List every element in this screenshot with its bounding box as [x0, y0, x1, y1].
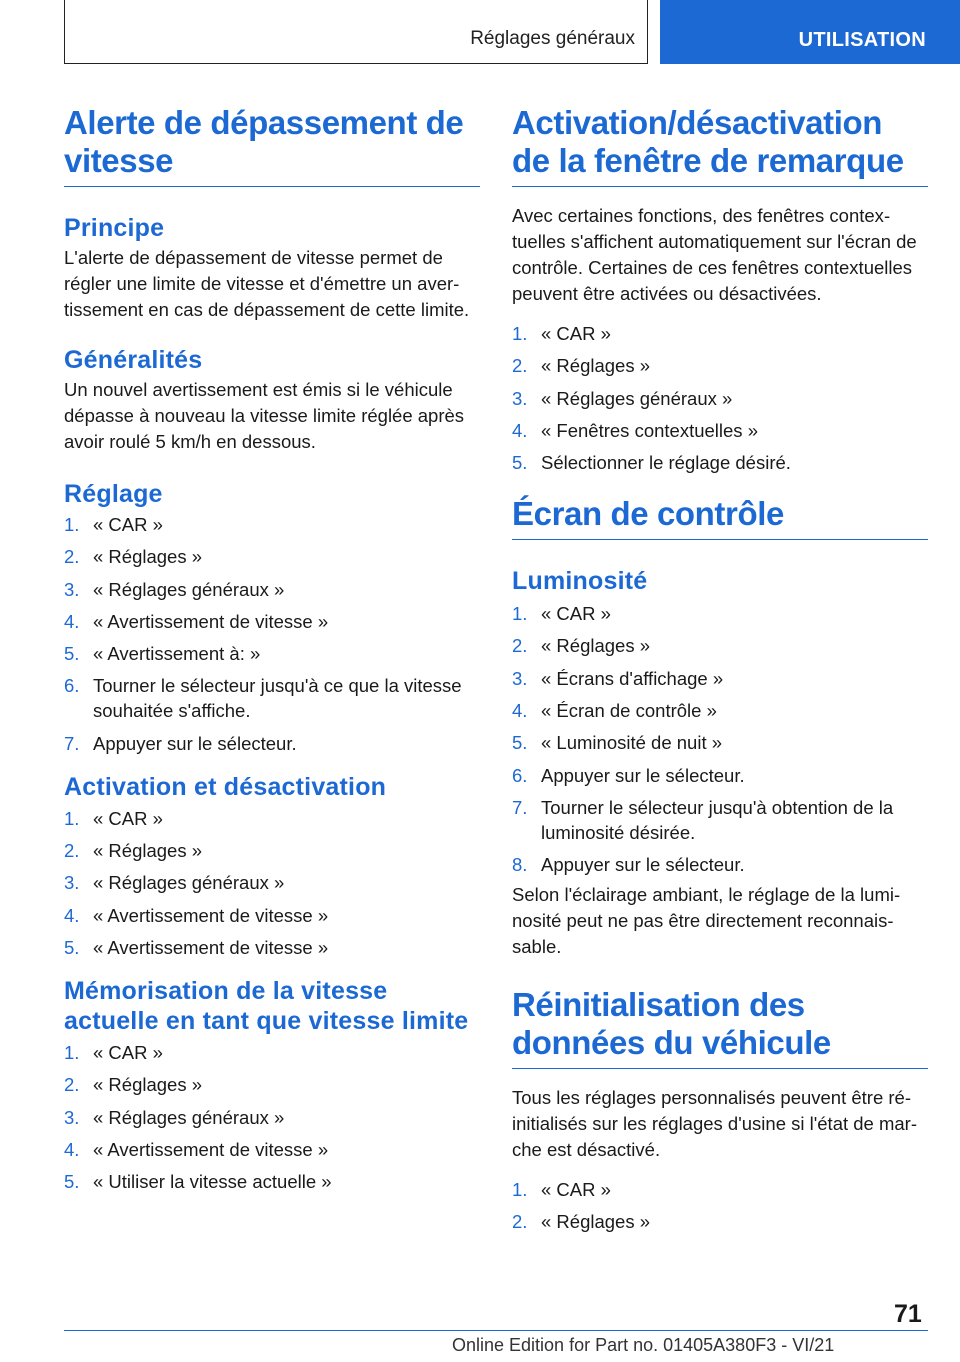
step-text: « Luminosité de nuit » — [541, 732, 723, 754]
step-text: « Avertissement de vitesse » — [93, 1138, 329, 1160]
step-number: 5. — [512, 452, 528, 474]
step-number: 3. — [64, 1106, 80, 1128]
list-item — [64, 1169, 480, 1194]
step-number: 2. — [512, 635, 528, 657]
list-item — [64, 731, 480, 756]
step-text: Tourner le sélecteur jusqu'à obtention de la luminosité désirée. — [541, 796, 894, 843]
list-item — [512, 386, 928, 411]
step-number: 3. — [512, 667, 528, 689]
generalites-text: Un nouvel avertissement est émis si le véhicule dépasse à nouveau la vitesse limite réglée après avoir roulé 5 km/h en dessous. — [64, 379, 465, 452]
step-number: 1. — [64, 1041, 80, 1063]
step-text: « CAR » — [541, 1178, 611, 1200]
list-item — [64, 806, 480, 831]
header-section-box — [64, 0, 648, 64]
step-text: « CAR » — [93, 514, 163, 535]
step-number: 5. — [64, 1171, 80, 1193]
memorisation-heading: Mémorisation de la vitesse actuelle en tant que vitesse limite — [64, 976, 469, 1035]
list-item — [512, 633, 928, 658]
list-item — [64, 544, 480, 569]
list-item — [64, 1072, 480, 1097]
step-text: « Fenêtres contextuelles » — [541, 419, 758, 441]
step-text: « Réglages généraux » — [93, 578, 285, 600]
step-text: « Avertissement de vitesse » — [93, 936, 329, 958]
activation-steps — [64, 806, 480, 960]
list-item — [512, 795, 928, 845]
step-text: « CAR » — [93, 807, 163, 829]
step-number: 4. — [512, 700, 528, 722]
step-number: 2. — [64, 546, 80, 568]
step-number: 2. — [64, 1074, 80, 1096]
step-text: « Réglages » — [93, 1074, 203, 1096]
list-item — [512, 1177, 928, 1202]
list-item — [64, 935, 480, 960]
list-item — [64, 1040, 480, 1065]
step-number: 2. — [512, 1210, 528, 1232]
list-item — [64, 609, 480, 634]
step-text: « Réglages » — [541, 635, 651, 657]
right-column — [512, 104, 928, 1241]
list-item — [64, 512, 480, 537]
step-text: « Réglages généraux » — [541, 387, 733, 409]
step-number: 3. — [512, 387, 528, 409]
step-text: « Réglages généraux » — [93, 1106, 285, 1128]
popup-window-text: Avec certaines fonctions, des fenêtres contextuelles s'affichent automatiquement sur l'écran de contrôle. Certaines de ces fenêtres contextuelles peuvent être activées ou désactivées. — [512, 205, 917, 304]
list-item — [512, 763, 928, 788]
list-item — [512, 353, 928, 378]
list-item — [512, 666, 928, 691]
step-text: « Avertissement de vitesse » — [93, 610, 329, 632]
principe-text: L'alerte de dépassement de vitesse permet de régler une limite de vitesse et d'émettre un avertissement en cas de dépassement de cette limite. — [64, 247, 470, 320]
step-number: 5. — [64, 643, 80, 665]
footer-divider — [64, 1330, 928, 1331]
vehicle-reset-title: Réinitialisation des données du véhicule — [512, 986, 928, 1069]
list-item — [64, 673, 480, 723]
step-number: 8. — [512, 854, 528, 876]
list-item — [64, 577, 480, 602]
list-item — [512, 450, 928, 475]
control-display-title: Écran de contrôle — [512, 495, 928, 540]
step-text: « CAR » — [541, 603, 611, 625]
step-number: 1. — [64, 514, 80, 535]
step-number: 2. — [512, 355, 528, 377]
step-number: 3. — [64, 872, 80, 894]
popup-window-title: Activation/désactivation de la fenêtre de remarque — [512, 104, 928, 187]
step-number: 3. — [64, 578, 80, 600]
generalites-heading: Généralités — [64, 346, 203, 374]
step-number: 4. — [64, 610, 80, 632]
reglage-heading: Réglage — [64, 480, 163, 508]
step-text: Appuyer sur le sélecteur. — [93, 732, 297, 754]
list-item — [64, 903, 480, 928]
step-text: « Réglages généraux » — [93, 872, 285, 894]
list-item — [512, 321, 928, 346]
popup-window-steps — [512, 321, 928, 475]
step-text: « Écrans d'affichage » — [541, 667, 724, 689]
step-number: 1. — [512, 323, 528, 344]
list-item — [512, 418, 928, 443]
reglage-steps — [64, 512, 480, 756]
list-item — [64, 870, 480, 895]
list-item — [512, 1209, 928, 1234]
step-number: 7. — [64, 732, 80, 754]
step-text: « Réglages » — [93, 546, 203, 568]
step-text: Sélectionner le réglage désiré. — [541, 452, 791, 474]
luminosite-heading: Luminosité — [512, 567, 648, 596]
step-text: « CAR » — [541, 323, 611, 344]
step-text: « Réglages » — [541, 355, 651, 377]
step-text: Appuyer sur le sélecteur. — [541, 764, 745, 786]
luminosite-steps — [512, 601, 928, 877]
luminosite-note: Selon l'éclairage ambiant, le réglage de la luminosité peut ne pas être directement reconnaissable. — [512, 883, 901, 957]
left-column — [64, 104, 480, 1201]
header-chapter-box — [660, 0, 960, 64]
step-number: 6. — [512, 764, 528, 786]
step-text: « CAR » — [93, 1041, 163, 1063]
step-text: « Réglages » — [93, 840, 203, 862]
vehicle-reset-text: Tous les réglages personnalisés peuvent être réinitialisés sur les réglages d'usine si l'état de marche est désactivé. — [512, 1086, 918, 1160]
step-number: 1. — [512, 1178, 528, 1200]
page-number: 71 — [894, 1300, 922, 1328]
header-section-title: Réglages généraux — [470, 28, 635, 49]
vehicle-reset-steps — [512, 1177, 928, 1234]
activation-heading: Activation et désactivation — [64, 772, 387, 801]
step-text: « Avertissement de vitesse » — [93, 904, 329, 926]
list-item — [512, 730, 928, 755]
header-chapter-title: UTILISATION — [798, 29, 926, 51]
list-item — [64, 1137, 480, 1162]
step-text: « Réglages » — [541, 1210, 651, 1232]
step-text: « Écran de contrôle » — [541, 700, 717, 722]
list-item — [512, 601, 928, 626]
list-item — [64, 838, 480, 863]
footer-edition-text: Online Edition for Part no. 01405A380F3 - VI/21 — [452, 1335, 835, 1355]
principe-heading: Principe — [64, 214, 165, 242]
step-text: Tourner le sélecteur jusqu'à ce que la vitesse souhaitée s'affiche. — [93, 675, 462, 722]
step-number: 2. — [64, 840, 80, 862]
step-number: 4. — [512, 419, 528, 441]
list-item — [512, 698, 928, 723]
list-item — [64, 641, 480, 666]
memorisation-steps — [64, 1040, 480, 1194]
step-number: 4. — [64, 904, 80, 926]
step-number: 1. — [64, 807, 80, 829]
step-number: 5. — [64, 936, 80, 958]
step-number: 5. — [512, 732, 528, 754]
step-text: Appuyer sur le sélecteur. — [541, 854, 745, 876]
step-number: 4. — [64, 1138, 80, 1160]
list-item — [512, 852, 928, 877]
step-number: 6. — [64, 675, 80, 697]
step-number: 7. — [512, 796, 528, 818]
step-text: « Utiliser la vitesse actuelle » — [93, 1171, 332, 1193]
list-item — [64, 1105, 480, 1130]
step-text: « Avertissement à: » — [93, 643, 261, 665]
speed-alert-title: Alerte de dépassement de vitesse — [64, 104, 480, 187]
step-number: 1. — [512, 603, 528, 625]
